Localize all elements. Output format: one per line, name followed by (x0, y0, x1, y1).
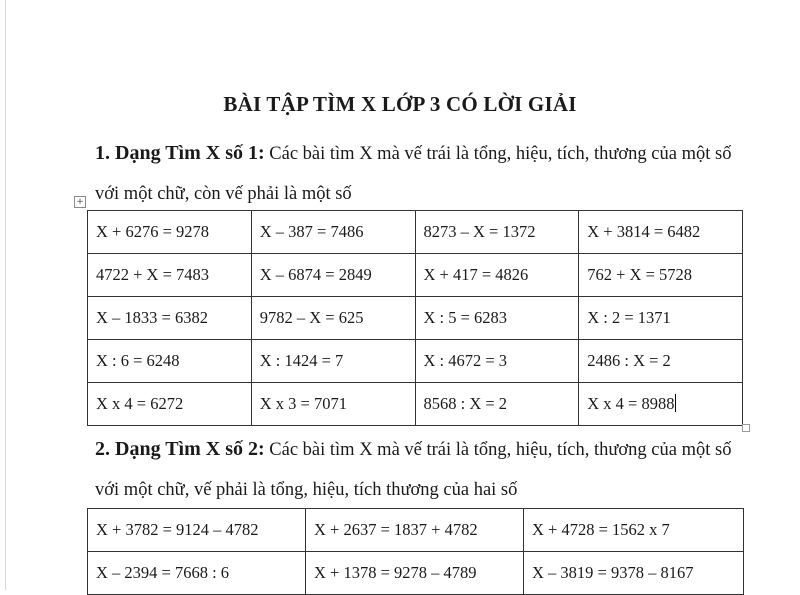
table-cell[interactable]: X – 3819 = 9378 – 8167 (524, 552, 744, 595)
section-1-heading: 1. Dạng Tìm X số 1: (95, 142, 265, 164)
section-1-text: Các bài tìm X mà vế trái là tổng, hiệu, tích, thương của một số với một chữ, còn vế phải là một số (95, 144, 732, 204)
table-cell[interactable]: X + 2637 = 1837 + 4782 (306, 509, 524, 552)
table-cell[interactable]: X + 3782 = 9124 – 4782 (88, 509, 306, 552)
section-2-paragraph (95, 429, 745, 510)
page-left-edge (5, 0, 6, 590)
section-1-paragraph (95, 133, 745, 214)
table-row (88, 211, 743, 254)
table-cell[interactable]: X x 4 = 6272 (88, 383, 252, 426)
table-cell[interactable]: X – 6874 = 2849 (251, 254, 415, 297)
table-cell[interactable]: 8568 : X = 2 (415, 383, 579, 426)
table-row (88, 297, 743, 340)
table-cell-with-caret[interactable] (579, 383, 743, 426)
table-cell[interactable]: 2486 : X = 2 (579, 340, 743, 383)
table-row (88, 552, 744, 595)
table-cell[interactable]: X – 2394 = 7668 : 6 (88, 552, 306, 595)
section-2-text: Các bài tìm X mà vế trái là tổng, hiệu, tích, thương của một số với một chữ, vế phải là tổng, hiệu, tích thương của hai số (95, 440, 732, 500)
table-cell[interactable]: 9782 – X = 625 (251, 297, 415, 340)
table-row (88, 509, 744, 552)
table-cell[interactable]: X x 3 = 7071 (251, 383, 415, 426)
table-cell[interactable]: X + 6276 = 9278 (88, 211, 252, 254)
section-2-heading: 2. Dạng Tìm X số 2: (95, 438, 265, 460)
table-row (88, 340, 743, 383)
table-cell[interactable]: X + 4728 = 1562 x 7 (524, 509, 744, 552)
table-move-handle-icon[interactable]: + (74, 196, 86, 208)
table-cell[interactable]: X : 2 = 1371 (579, 297, 743, 340)
table-2 (87, 508, 744, 595)
table-cell[interactable]: X + 1378 = 9278 – 4789 (306, 552, 524, 595)
table-1 (87, 210, 743, 426)
table-cell[interactable]: X – 1833 = 6382 (88, 297, 252, 340)
table-cell[interactable]: X : 6 = 6248 (88, 340, 252, 383)
table-cell[interactable]: X + 3814 = 6482 (579, 211, 743, 254)
table-cell[interactable]: X : 4672 = 3 (415, 340, 579, 383)
cell-text-with-cursor: X x 4 = 8988 (587, 394, 675, 413)
table-cell[interactable]: X : 5 = 6283 (415, 297, 579, 340)
table-cell[interactable]: 8273 – X = 1372 (415, 211, 579, 254)
table-cell[interactable]: 4722 + X = 7483 (88, 254, 252, 297)
table-cell[interactable]: X + 417 = 4826 (415, 254, 579, 297)
table-row (88, 383, 743, 426)
table-cell[interactable]: X – 387 = 7486 (251, 211, 415, 254)
table-row (88, 254, 743, 297)
document-title: BÀI TẬP TÌM X LỚP 3 CÓ LỜI GIẢI (223, 92, 577, 116)
table-cell[interactable]: 762 + X = 5728 (579, 254, 743, 297)
table-cell[interactable]: X : 1424 = 7 (251, 340, 415, 383)
